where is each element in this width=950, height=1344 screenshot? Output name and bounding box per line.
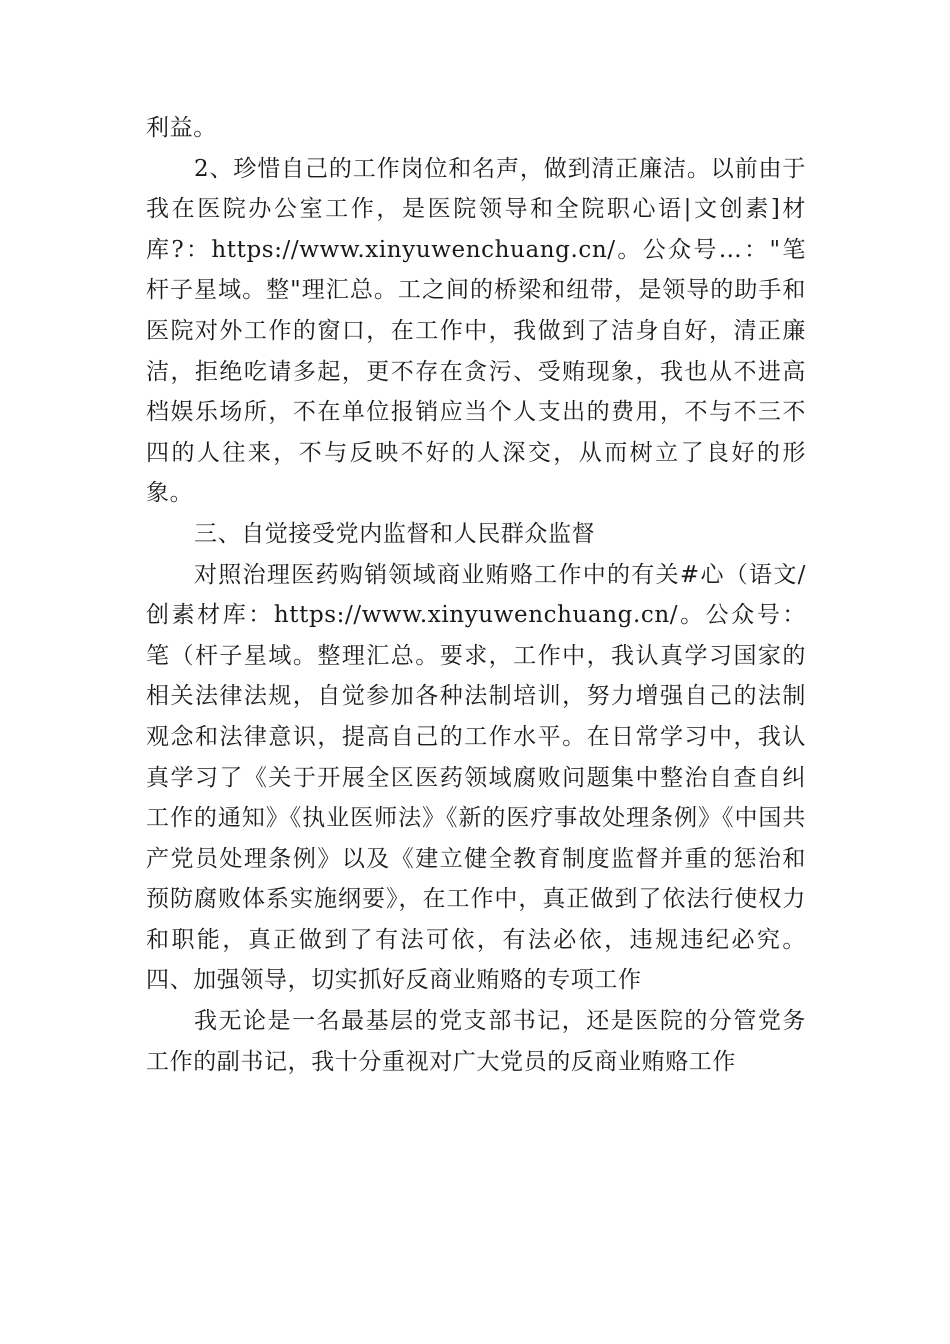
paragraph-leadership: 我无论是一名最基层的党支部书记，还是医院的分管党务工作的副书记，我十分重视对广大党员的反商业贿赂工作	[146, 1008, 806, 1075]
paragraph-continuation: 利益。	[146, 115, 217, 141]
paragraph-supervision: 对照治理医药购销领域商业贿赂工作中的有关#心（语文/创素材库：https://www.xinyuwenchuang.cn/。公众号：笔（杆子星域。整理汇总。要求，工作中，我认真学习国家的相关法律法规，自觉参加各种法制培训，努力增强自己的法制观念和法律意识，提高自己的工作水平。在日常学习中，我认真学习了《关于开展全区医药领域腐败问题集中整治自查自纠工作的通知》《执业医师法》《新的医疗事故处理条例》《中国共产党员处理条例》以及《建立健全教育制度监督并重的惩治和预防腐败体系实施纲要》，在工作中，真正做到了依法行使权力和职能，真正做到了有法可依，有法必依，违规违纪必究。四、加强领导，切实抓好反商业贿赂的专项工作	[146, 561, 806, 994]
paragraph-integrity: 2、珍惜自己的工作岗位和名声，做到清正廉洁。以前由于我在医院办公室工作，是医院领导和全院职心语|文创素]材库?：https://www.xinyuwenchuang.cn/。公众号…："笔杆子星域。整"理汇总。工之间的桥梁和纽带，是领导的助手和医院对外工作的窗口，在工作中，我做到了洁身自好，清正廉洁，拒绝吃请多起，更不存在贪污、受贿现象，我也从不进高档娱乐场所，不在单位报销应当个人支出的费用，不与不三不四的人往来，不与反映不好的人深交，从而树立了良好的形象。	[146, 155, 806, 507]
document-body	[146, 108, 806, 1082]
section-heading-supervision: 三、自觉接受党内监督和人民群众监督	[194, 520, 596, 547]
